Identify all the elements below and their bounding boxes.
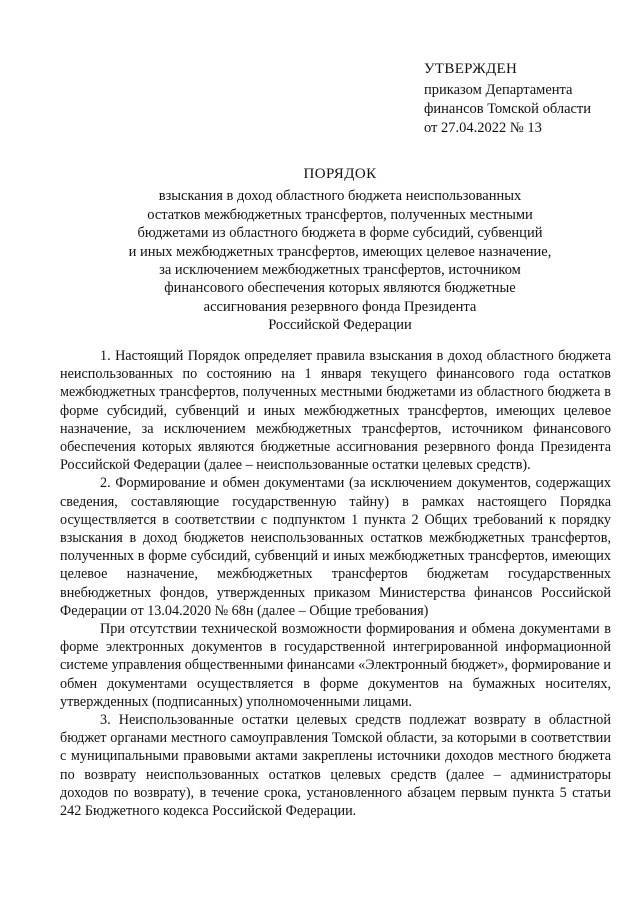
document-subtitle-line: ассигнования резервного фонда Президента [203,298,477,315]
approval-title: УТВЕРЖДЕН [424,61,518,77]
document-subtitle-line: и иных межбюджетных трансфертов, имеющих целевое назначение, [128,243,552,260]
document-body [60,347,611,820]
paragraph-1: 1. Настоящий Порядок определяет правила взыскания в доход областного бюджета неиспользованных по состоянию на 1 января текущего финансового года остатков межбюджетных трансфертов, полученных местными бюджетами из областного бюджета в форме субсидий, субвенций и иных межбюджетных трансфертов, имеющих целевое назначение, за исключением межбюджетных трансфертов, источником финансового обеспечения которых являются бюджетные ассигнования резервного фонда Президента Российской Федерации (далее – неиспользованные остатки целевых средств). [60,348,611,474]
document-subtitle-line: Российской Федерации [268,317,412,334]
approval-line: финансов Томской области [424,101,592,117]
document-subtitle-line: остатков межбюджетных трансфертов, полученных местными [147,206,533,223]
document-subtitle-line: за исключением межбюджетных трансфертов, источником [159,262,521,279]
approval-stamp [424,60,624,138]
paragraph-2-note: При отсутствии технической возможности формирования и обмена документами в форме электронных документов в государственной интегрированной информационной системе управления общественными финансами «Электронный бюджет», формирование и обмен документами осуществляется в форме документов на бумажных носителях, утвержденных (подписанных) уполномоченными лицами. [60,621,611,710]
document-subtitle-line: бюджетами из областного бюджета в форме субсидий, субвенций [137,225,543,242]
approval-date: от 27.04.2022 № 13 [424,120,542,136]
paragraph-2: 2. Формирование и обмен документами (за исключением документов, содержащих сведения, составляющие государственную тайну) в рамках настоящего Порядка осуществляется в соответствии с подпунктом 1 пункта 2 Общих требований к порядку взыскания в доход бюджетов неиспользованных остатков межбюджетных трансфертов, полученных в форме субсидий, субвенций и иных межбюджетных трансфертов, имеющих целевое назначение, межбюджетных трансфертов бюджетам государственных внебюджетных фондов, утвержденных приказом Министерства финансов Российской Федерации от 13.04.2020 № 68н (далее – Общие требования) [60,475,611,619]
paragraph-3: 3. Неиспользованные остатки целевых средств подлежат возврату в областной бюджет органами местного самоуправления Томской области, за которыми в соответствии с муниципальными правовыми актами закреплены источники доходов местного бюджета по возврату неиспользованных остатков целевых средств (далее – администраторы доходов по возврату), в течение срока, установленного абзацем первым пункта 5 статьи 242 Бюджетного кодекса Российской Федерации. [60,712,611,820]
approval-line: приказом Департамента [424,82,573,98]
document-subtitle-line: взыскания в доход областного бюджета неиспользованных [158,188,522,205]
document-subtitle-line: финансового обеспечения которых являются бюджетные [164,280,516,297]
document-title: ПОРЯДОК [303,166,377,182]
document-heading [60,165,620,335]
